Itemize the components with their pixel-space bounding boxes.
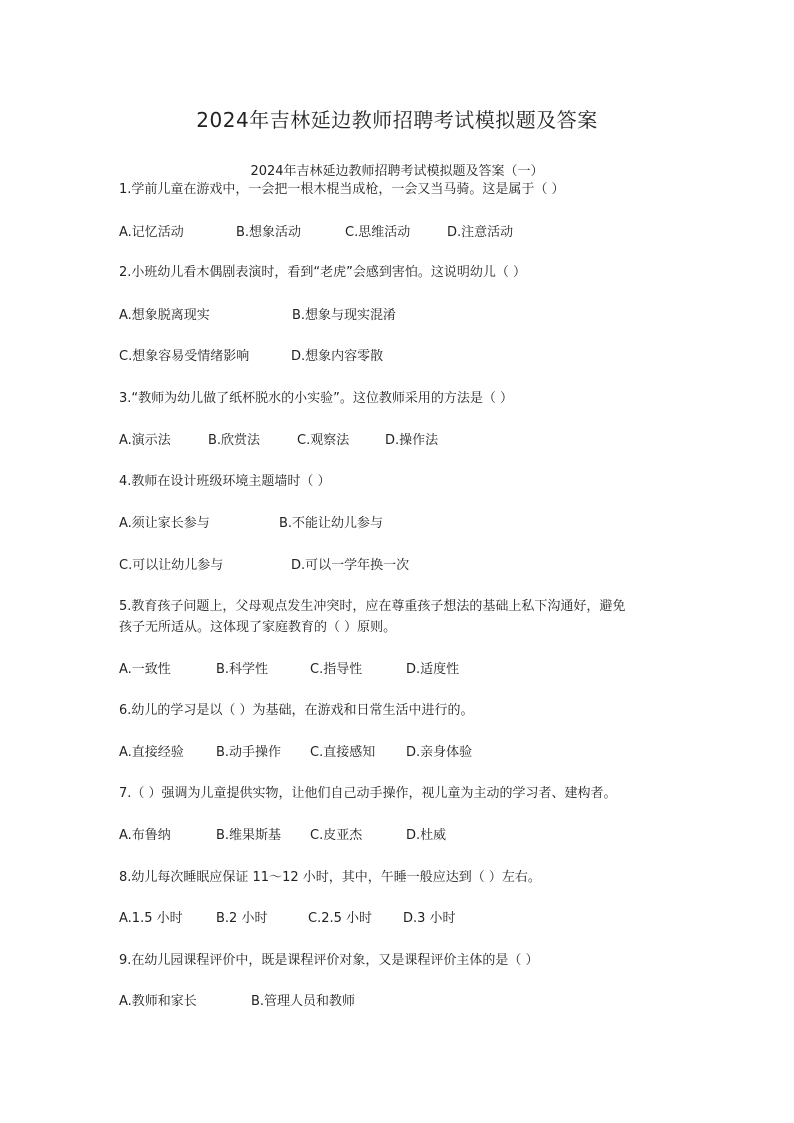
question-4-option-d: D.可以一学年换一次 [291,558,410,573]
question-5-option-a: A.一致性 [119,662,171,677]
question-4-option-c: C.可以让幼儿参与 [119,558,224,573]
question-5-option-d: D.适度性 [406,662,460,677]
question-6-stem: 6.幼儿的学习是以（ ）为基础，在游戏和日常生活中进行的。 [119,703,474,718]
question-4-option-a: A.须让家长参与 [119,516,210,531]
question-9-stem: 9.在幼儿园课程评价中，既是课程评价对象，又是课程评价主体的是（ ） [119,953,539,968]
question-6-option-c: C.直接感知 [310,745,376,760]
question-6-option-d: D.亲身体验 [406,745,473,760]
question-7-option-c: C.皮亚杰 [310,828,363,843]
question-5-option-c: C.指导性 [310,662,363,677]
question-5-option-b: B.科学性 [216,662,269,677]
question-4-stem: 4.教师在设计班级环境主题墙时（ ） [119,474,331,489]
question-9-option-b: B.管理人员和教师 [251,994,356,1009]
question-8-stem: 8.幼儿每次睡眠应保证 11～12 小时，其中，午睡一般应达到（ ）左右。 [119,870,541,885]
question-8-option-c: C.2.5 小时 [308,911,373,926]
question-3-option-c: C.观察法 [297,433,350,448]
question-9-option-a: A.教师和家长 [119,994,197,1009]
question-6-option-b: B.动手操作 [216,745,282,760]
question-8-option-b: B.2 小时 [216,911,268,926]
question-3-option-b: B.欣赏法 [208,433,261,448]
question-8-option-a: A.1.5 小时 [119,911,183,926]
document-title: 2024年吉林延边教师招聘考试模拟题及答案 [196,108,598,132]
question-3-option-d: D.操作法 [385,433,439,448]
question-4-option-b: B.不能让幼儿参与 [279,516,384,531]
question-1-option-c: C.思维活动 [345,225,411,240]
question-1-option-b: B.想象活动 [236,225,302,240]
document-subtitle: 2024年吉林延边教师招聘考试模拟题及答案（一） [250,164,544,179]
question-5-stem-line-1: 5.教育孩子问题上，父母观点发生冲突时，应在尊重孩子想法的基础上私下沟通好，避免 [119,599,626,614]
question-2-option-c: C.想象容易受情绪影响 [119,349,250,364]
question-7-option-b: B.维果斯基 [216,828,282,843]
question-1-stem: 1.学前儿童在游戏中，一会把一根木棍当成枪，一会又当马骑。这是属于（ ） [119,182,565,197]
question-1-option-a: A.记忆活动 [119,225,184,240]
question-7-option-a: A.布鲁纳 [119,828,171,843]
question-6-option-a: A.直接经验 [119,745,184,760]
question-2-option-b: B.想象与现实混淆 [292,308,397,323]
question-8-option-d: D.3 小时 [403,911,456,926]
question-2-option-d: D.想象内容零散 [291,349,384,364]
question-2-stem: 2.小班幼儿看木偶剧表演时，看到“老虎”会感到害怕。这说明幼儿（ ） [119,265,527,280]
question-7-stem: 7.（ ）强调为儿童提供实物，让他们自己动手操作，视儿童为主动的学习者、建构者。 [119,786,617,801]
question-1-option-d: D.注意活动 [447,225,514,240]
question-7-option-d: D.杜威 [406,828,447,843]
question-3-stem: 3.“教师为幼儿做了纸杯脱水的小实验”。这位教师采用的方法是（ ） [119,391,514,406]
question-3-option-a: A.演示法 [119,433,171,448]
question-2-option-a: A.想象脱离现实 [119,308,210,323]
question-5-stem-line-2: 孩子无所适从。这体现了家庭教育的（ ）原则。 [119,620,397,635]
